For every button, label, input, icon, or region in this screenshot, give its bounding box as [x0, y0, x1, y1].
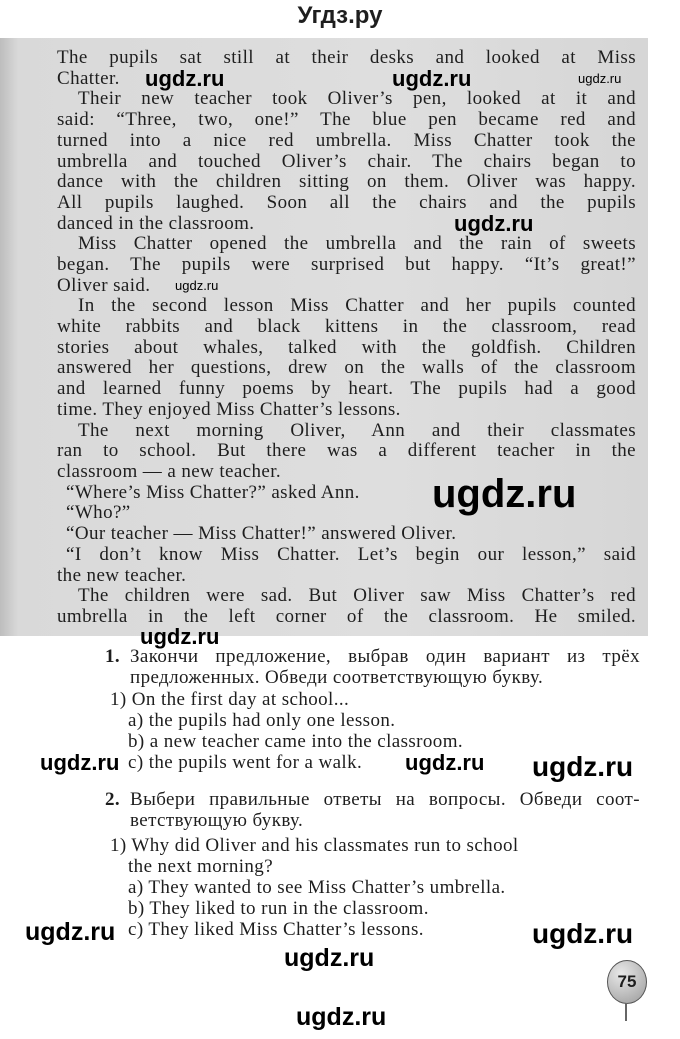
site-title: Угдз.ру — [297, 2, 383, 29]
watermark: ugdz.ru — [578, 71, 622, 86]
passage-line: the new teacher. — [57, 565, 187, 586]
passage-line: The children were sad. But Oliver saw Miss Chatter’s red — [78, 585, 636, 606]
exercise-instruction: ветствующую букву. — [130, 810, 304, 831]
passage-line: classroom — a new teacher. — [57, 461, 282, 482]
passage-line: began. The pupils were surprised but happy. “It’s great!” — [57, 254, 636, 275]
watermark: ugdz.ru — [25, 918, 116, 946]
exercise-question: 1) On the first day at school... — [110, 689, 350, 710]
exercise-instruction: Закончи предложение, выбрав один вариант из трёх — [130, 646, 640, 667]
watermark: ugdz.ru — [40, 750, 120, 775]
page-number: 75 — [617, 972, 637, 991]
watermark: ugdz.ru — [532, 751, 634, 782]
page-number-balloon-icon — [607, 960, 647, 1004]
exercise-number: 2. — [105, 789, 121, 810]
passage-line: Chatter. — [57, 68, 120, 89]
passage-line: In the second lesson Miss Chatter and her pupils counted — [78, 295, 636, 316]
passage-line: Oliver said. — [57, 275, 151, 296]
watermark: ugdz.ru — [392, 66, 472, 91]
passage-line: time. They enjoyed Miss Chatter’s lessons. — [57, 399, 401, 420]
answer-option-a[interactable]: a) the pupils had only one lesson. — [128, 710, 396, 731]
watermark: ugdz.ru — [532, 918, 634, 949]
answer-option-b[interactable]: b) a new teacher came into the classroom. — [128, 731, 464, 752]
watermark: ugdz.ru — [432, 472, 577, 516]
passage-line: said: “Three, two, one!” The blue pen became red and — [57, 109, 636, 130]
passage-line: umbrella and touched Oliver’s chair. The chairs began to — [57, 151, 636, 172]
passage-line: “Where’s Miss Chatter?” asked Ann. — [66, 482, 360, 503]
answer-option-b[interactable]: b) They liked to run in the classroom. — [128, 898, 429, 919]
balloon-string — [625, 1003, 627, 1021]
exercise-instruction: предложенных. Обведи соответствующую букву. — [130, 667, 544, 688]
watermark: ugdz.ru — [140, 624, 220, 649]
exercise-instruction: Выбери правильные ответы на вопросы. Обведи соот- — [130, 789, 640, 810]
passage-line: stories about whales, talked with the goldfish. Children — [57, 337, 636, 358]
passage-line: Miss Chatter opened the umbrella and the rain of sweets — [78, 233, 636, 254]
passage-line: white rabbits and black kittens in the classroom, read — [57, 316, 636, 337]
answer-option-c[interactable]: c) the pupils went for a walk. — [128, 752, 363, 773]
passage-line: dance with the children sitting on them. Oliver was happy. — [57, 171, 636, 192]
passage-line: danced in the classroom. — [57, 213, 255, 234]
passage-line: and learned funny poems by heart. The pupils had a good — [57, 378, 636, 399]
watermark: ugdz.ru — [145, 66, 225, 91]
watermark: ugdz.ru — [175, 278, 219, 293]
watermark: ugdz.ru — [284, 944, 375, 972]
exercise-question: the next morning? — [128, 856, 274, 877]
passage-line: The pupils sat still at their desks and looked at Miss — [57, 47, 636, 68]
passage-line: answered her questions, drew on the walls of the classroom — [57, 357, 636, 378]
passage-line: ran to school. But there was a different teacher in the — [57, 440, 636, 461]
exercise-question: 1) Why did Oliver and his classmates run to school — [110, 835, 519, 856]
answer-option-c[interactable]: c) They liked Miss Chatter’s lessons. — [128, 919, 424, 940]
passage-line: Their new teacher took Oliver’s pen, looked at it and — [78, 88, 636, 109]
passage-line: turned into a nice red umbrella. Miss Chatter took the — [57, 130, 636, 151]
passage-line: umbrella in the left corner of the classroom. He smiled. — [57, 606, 636, 627]
passage-line: “Who?” — [66, 502, 131, 523]
passage-line: All pupils laughed. Soon all the chairs and the pupils — [57, 192, 636, 213]
exercise-number: 1. — [105, 646, 121, 667]
passage-line: “Our teacher — Miss Chatter!” answered Oliver. — [66, 523, 457, 544]
watermark: ugdz.ru — [454, 211, 534, 236]
passage-line: “I don’t know Miss Chatter. Let’s begin our lesson,” said — [66, 544, 636, 565]
watermark: ugdz.ru — [405, 750, 485, 775]
watermark: ugdz.ru — [296, 1003, 387, 1031]
passage-line: The next morning Oliver, Ann and their classmates — [78, 420, 636, 441]
answer-option-a[interactable]: a) They wanted to see Miss Chatter’s umbrella. — [128, 877, 506, 898]
